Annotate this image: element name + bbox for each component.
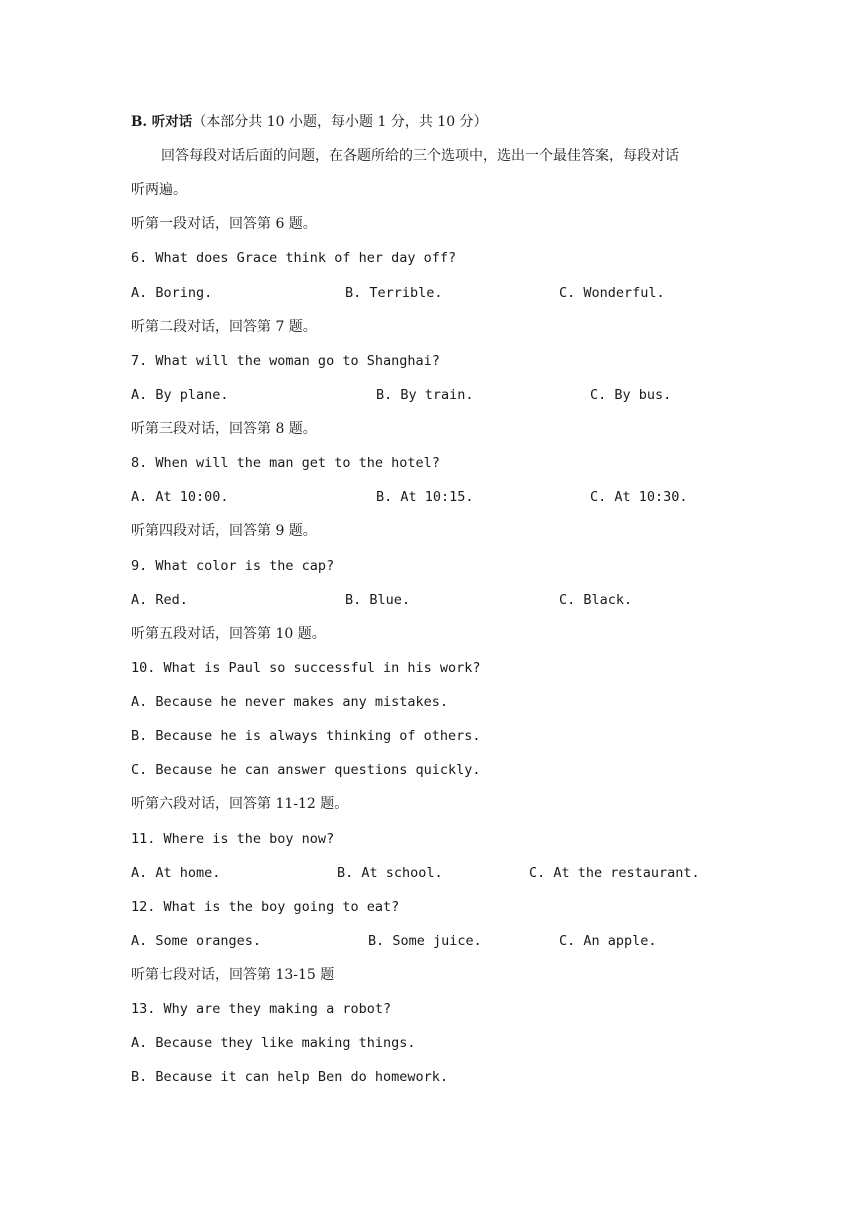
question-10: 10. What is Paul so successful in his work? <box>131 660 481 676</box>
question-13: 13. Why are they making a robot? <box>131 1001 392 1017</box>
question-13-option-a: A. Because they like making things. <box>131 1035 416 1051</box>
question-7: 7. What will the woman go to Shanghai? <box>131 353 440 369</box>
question-12: 12. What is the boy going to eat? <box>131 899 400 915</box>
question-9-option-c: C. Black. <box>559 592 633 608</box>
question-9-option-a: A. Red. <box>131 592 188 608</box>
instruction-line-2: 听两遍。 <box>131 182 187 198</box>
question-7-option-a: A. By plane. <box>131 387 229 403</box>
dialogue-2-heading: 听第二段对话，回答第 7 题。 <box>131 319 317 335</box>
dialogue-6-heading: 听第六段对话，回答第 11-12 题。 <box>131 796 349 812</box>
dialogue-4-heading: 听第四段对话，回答第 9 题。 <box>131 523 317 539</box>
question-12-option-a: A. Some oranges. <box>131 933 262 949</box>
question-6-option-b: B. Terrible. <box>345 285 443 301</box>
section-header <box>131 112 488 132</box>
question-13-option-b: B. Because it can help Ben do homework. <box>131 1069 448 1085</box>
question-12-option-c: C. An apple. <box>559 933 657 949</box>
question-9-option-b: B. Blue. <box>345 592 411 608</box>
question-6-option-a: A. Boring. <box>131 285 213 301</box>
question-11-option-b: B. At school. <box>337 865 443 881</box>
question-11-option-c: C. At the restaurant. <box>529 865 700 881</box>
question-11-option-a: A. At home. <box>131 865 221 881</box>
question-10-option-b: B. Because he is always thinking of others. <box>131 728 481 744</box>
dialogue-3-heading: 听第三段对话，回答第 8 题。 <box>131 421 317 437</box>
question-7-option-c: C. By bus. <box>590 387 672 403</box>
question-9: 9. What color is the cap? <box>131 558 335 574</box>
question-10-option-a: A. Because he never makes any mistakes. <box>131 694 448 710</box>
question-8: 8. When will the man get to the hotel? <box>131 455 440 471</box>
section-note: （本部分共 10 小题，每小题 1 分，共 10 分） <box>192 114 488 130</box>
dialogue-1-heading: 听第一段对话，回答第 6 题。 <box>131 216 317 232</box>
question-11: 11. Where is the boy now? <box>131 831 335 847</box>
question-6-option-c: C. Wonderful. <box>559 285 665 301</box>
question-7-option-b: B. By train. <box>376 387 474 403</box>
section-title: B. 听对话 <box>131 114 193 130</box>
question-8-option-a: A. At 10:00. <box>131 489 229 505</box>
question-10-option-c: C. Because he can answer questions quickly. <box>131 762 481 778</box>
instruction-line-1: 回答每段对话后面的问题，在各题所给的三个选项中，选出一个最佳答案，每段对话 <box>161 148 679 164</box>
question-8-option-c: C. At 10:30. <box>590 489 688 505</box>
question-6: 6. What does Grace think of her day off? <box>131 250 457 266</box>
question-12-option-b: B. Some juice. <box>368 933 482 949</box>
dialogue-7-heading: 听第七段对话，回答第 13-15 题 <box>131 967 335 983</box>
question-8-option-b: B. At 10:15. <box>376 489 474 505</box>
dialogue-5-heading: 听第五段对话，回答第 10 题。 <box>131 626 326 642</box>
